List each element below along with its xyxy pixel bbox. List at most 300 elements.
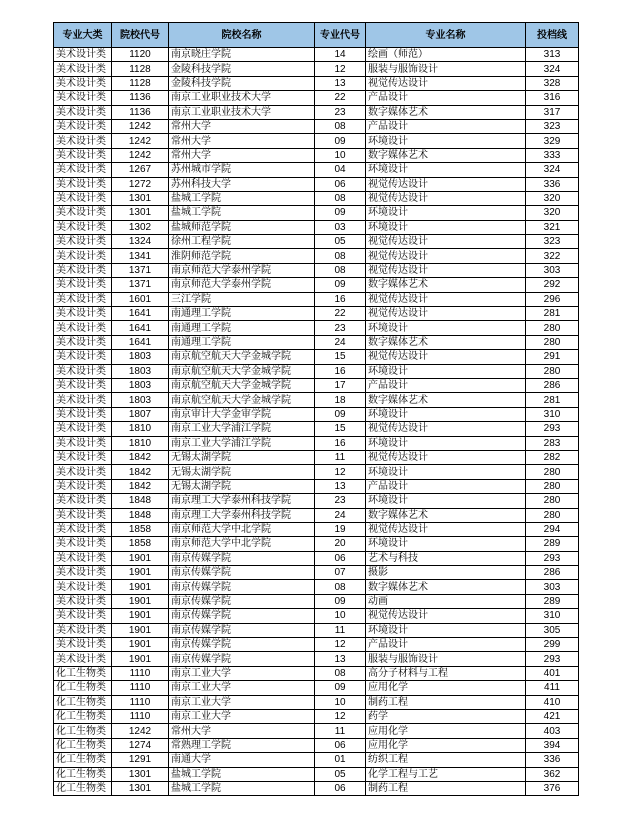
table-row bbox=[54, 465, 579, 479]
table-row bbox=[54, 623, 579, 637]
cell-major-name: 视觉传达设计 bbox=[366, 191, 526, 205]
cell-major-category: 美术设计类 bbox=[54, 580, 112, 594]
cell-major-code: 24 bbox=[315, 508, 366, 522]
cell-major-code: 06 bbox=[315, 738, 366, 752]
cell-school-code: 1272 bbox=[112, 177, 169, 191]
cell-major-category: 美术设计类 bbox=[54, 436, 112, 450]
cell-school-code: 1901 bbox=[112, 609, 169, 623]
cell-major-code: 10 bbox=[315, 609, 366, 623]
cell-major-code: 07 bbox=[315, 566, 366, 580]
cell-cutoff-score: 293 bbox=[526, 422, 579, 436]
cell-cutoff-score: 324 bbox=[526, 62, 579, 76]
cell-school-name: 南京理工大学泰州科技学院 bbox=[169, 508, 315, 522]
cell-major-code: 19 bbox=[315, 522, 366, 536]
table-row bbox=[54, 666, 579, 680]
cell-major-code: 09 bbox=[315, 278, 366, 292]
cell-major-code: 16 bbox=[315, 364, 366, 378]
cell-major-code: 11 bbox=[315, 724, 366, 738]
table-row bbox=[54, 105, 579, 119]
cell-school-code: 1301 bbox=[112, 206, 169, 220]
table-row bbox=[54, 191, 579, 205]
cell-major-name: 化学工程与工艺 bbox=[366, 767, 526, 781]
cell-school-code: 1810 bbox=[112, 436, 169, 450]
cell-major-name: 服装与服饰设计 bbox=[366, 62, 526, 76]
cell-cutoff-score: 313 bbox=[526, 48, 579, 62]
cell-major-code: 09 bbox=[315, 206, 366, 220]
cell-cutoff-score: 324 bbox=[526, 163, 579, 177]
table-row bbox=[54, 450, 579, 464]
header-major-category: 专业大类 bbox=[54, 23, 112, 48]
cell-major-name: 数字媒体艺术 bbox=[366, 508, 526, 522]
cell-school-name: 南京工业大学 bbox=[169, 695, 315, 709]
table-row bbox=[54, 594, 579, 608]
cell-major-category: 美术设计类 bbox=[54, 278, 112, 292]
cell-school-code: 1803 bbox=[112, 350, 169, 364]
cell-school-name: 常州大学 bbox=[169, 119, 315, 133]
cell-cutoff-score: 323 bbox=[526, 119, 579, 133]
cell-school-name: 南京工业职业技术大学 bbox=[169, 91, 315, 105]
cell-major-category: 美术设计类 bbox=[54, 206, 112, 220]
cell-school-code: 1901 bbox=[112, 652, 169, 666]
cell-school-name: 南京工业大学浦江学院 bbox=[169, 436, 315, 450]
cell-school-code: 1341 bbox=[112, 249, 169, 263]
cell-cutoff-score: 283 bbox=[526, 436, 579, 450]
cell-school-code: 1110 bbox=[112, 681, 169, 695]
cell-school-code: 1901 bbox=[112, 580, 169, 594]
cell-major-category: 美术设计类 bbox=[54, 594, 112, 608]
cell-major-name: 数字媒体艺术 bbox=[366, 105, 526, 119]
cell-major-code: 11 bbox=[315, 450, 366, 464]
cell-major-name: 环境设计 bbox=[366, 206, 526, 220]
cell-major-code: 13 bbox=[315, 479, 366, 493]
cell-school-name: 南京晓庄学院 bbox=[169, 48, 315, 62]
cell-cutoff-score: 280 bbox=[526, 335, 579, 349]
cell-cutoff-score: 280 bbox=[526, 479, 579, 493]
cell-major-name: 环境设计 bbox=[366, 465, 526, 479]
cell-major-code: 22 bbox=[315, 307, 366, 321]
cell-school-name: 南京传媒学院 bbox=[169, 551, 315, 565]
cell-school-name: 南京传媒学院 bbox=[169, 623, 315, 637]
cell-cutoff-score: 296 bbox=[526, 292, 579, 306]
cell-major-code: 12 bbox=[315, 62, 366, 76]
table-row bbox=[54, 48, 579, 62]
cell-school-name: 常州大学 bbox=[169, 148, 315, 162]
cell-school-name: 南京理工大学泰州科技学院 bbox=[169, 494, 315, 508]
cell-school-code: 1324 bbox=[112, 235, 169, 249]
cell-major-code: 18 bbox=[315, 393, 366, 407]
cell-cutoff-score: 293 bbox=[526, 652, 579, 666]
cell-school-name: 无锡太湖学院 bbox=[169, 465, 315, 479]
cell-major-name: 视觉传达设计 bbox=[366, 307, 526, 321]
cell-major-name: 视觉传达设计 bbox=[366, 450, 526, 464]
cell-major-code: 01 bbox=[315, 753, 366, 767]
cell-school-name: 金陵科技学院 bbox=[169, 76, 315, 90]
cell-school-code: 1301 bbox=[112, 191, 169, 205]
cell-school-code: 1901 bbox=[112, 594, 169, 608]
cell-major-code: 16 bbox=[315, 292, 366, 306]
cell-major-code: 09 bbox=[315, 681, 366, 695]
cell-school-code: 1803 bbox=[112, 364, 169, 378]
cell-cutoff-score: 336 bbox=[526, 753, 579, 767]
cell-major-category: 美术设计类 bbox=[54, 62, 112, 76]
table-row bbox=[54, 292, 579, 306]
cell-school-code: 1901 bbox=[112, 566, 169, 580]
cell-school-code: 1242 bbox=[112, 119, 169, 133]
cell-major-name: 纺织工程 bbox=[366, 753, 526, 767]
cell-cutoff-score: 303 bbox=[526, 580, 579, 594]
cell-major-category: 美术设计类 bbox=[54, 191, 112, 205]
cell-major-name: 产品设计 bbox=[366, 638, 526, 652]
cell-major-name: 环境设计 bbox=[366, 321, 526, 335]
table-row bbox=[54, 652, 579, 666]
cell-major-code: 13 bbox=[315, 652, 366, 666]
cell-major-name: 应用化学 bbox=[366, 738, 526, 752]
cell-major-name: 服装与服饰设计 bbox=[366, 652, 526, 666]
table-row bbox=[54, 479, 579, 493]
cell-school-code: 1901 bbox=[112, 551, 169, 565]
cell-school-name: 南京师范大学中北学院 bbox=[169, 537, 315, 551]
cell-major-name: 环境设计 bbox=[366, 163, 526, 177]
table-row bbox=[54, 753, 579, 767]
cell-school-name: 南京航空航天大学金城学院 bbox=[169, 350, 315, 364]
table-row bbox=[54, 609, 579, 623]
cell-school-code: 1842 bbox=[112, 479, 169, 493]
cell-major-name: 环境设计 bbox=[366, 436, 526, 450]
cell-cutoff-score: 394 bbox=[526, 738, 579, 752]
cell-cutoff-score: 310 bbox=[526, 407, 579, 421]
cell-major-category: 美术设计类 bbox=[54, 350, 112, 364]
cell-school-code: 1242 bbox=[112, 724, 169, 738]
cell-major-code: 24 bbox=[315, 335, 366, 349]
cell-major-category: 美术设计类 bbox=[54, 638, 112, 652]
cell-major-category: 化工生物类 bbox=[54, 724, 112, 738]
cell-school-name: 盐城工学院 bbox=[169, 781, 315, 795]
header-school-name: 院校名称 bbox=[169, 23, 315, 48]
cell-school-name: 南京传媒学院 bbox=[169, 609, 315, 623]
cell-school-name: 南京传媒学院 bbox=[169, 580, 315, 594]
cell-major-name: 产品设计 bbox=[366, 91, 526, 105]
cell-cutoff-score: 289 bbox=[526, 594, 579, 608]
cell-major-code: 09 bbox=[315, 407, 366, 421]
cell-school-code: 1858 bbox=[112, 537, 169, 551]
cell-school-name: 南京传媒学院 bbox=[169, 638, 315, 652]
cell-school-name: 南通理工学院 bbox=[169, 335, 315, 349]
cell-cutoff-score: 305 bbox=[526, 623, 579, 637]
cell-cutoff-score: 294 bbox=[526, 522, 579, 536]
cell-school-name: 南京传媒学院 bbox=[169, 594, 315, 608]
cell-school-name: 淮阴师范学院 bbox=[169, 249, 315, 263]
cell-cutoff-score: 282 bbox=[526, 450, 579, 464]
cell-cutoff-score: 411 bbox=[526, 681, 579, 695]
cell-major-code: 10 bbox=[315, 695, 366, 709]
cell-school-name: 常州大学 bbox=[169, 724, 315, 738]
cell-school-code: 1810 bbox=[112, 422, 169, 436]
table-row bbox=[54, 134, 579, 148]
cell-major-code: 08 bbox=[315, 666, 366, 680]
cell-cutoff-score: 320 bbox=[526, 206, 579, 220]
table-row bbox=[54, 307, 579, 321]
table-row bbox=[54, 422, 579, 436]
cell-school-code: 1807 bbox=[112, 407, 169, 421]
cell-major-category: 美术设计类 bbox=[54, 537, 112, 551]
cell-school-code: 1371 bbox=[112, 278, 169, 292]
cell-school-name: 盐城师范学院 bbox=[169, 220, 315, 234]
cell-school-code: 1242 bbox=[112, 134, 169, 148]
cell-major-name: 视觉传达设计 bbox=[366, 609, 526, 623]
cell-major-code: 12 bbox=[315, 638, 366, 652]
table-row bbox=[54, 767, 579, 781]
table-row bbox=[54, 249, 579, 263]
cell-major-code: 23 bbox=[315, 105, 366, 119]
cell-major-code: 03 bbox=[315, 220, 366, 234]
cell-major-category: 化工生物类 bbox=[54, 681, 112, 695]
cell-major-code: 09 bbox=[315, 594, 366, 608]
cell-major-category: 美术设计类 bbox=[54, 235, 112, 249]
cell-school-name: 南京工业大学 bbox=[169, 666, 315, 680]
cell-major-category: 美术设计类 bbox=[54, 566, 112, 580]
cell-major-code: 20 bbox=[315, 537, 366, 551]
cell-major-name: 绘画（师范） bbox=[366, 48, 526, 62]
cell-cutoff-score: 317 bbox=[526, 105, 579, 119]
cell-major-name: 制药工程 bbox=[366, 781, 526, 795]
cell-cutoff-score: 322 bbox=[526, 249, 579, 263]
table-body bbox=[54, 48, 579, 796]
cell-cutoff-score: 292 bbox=[526, 278, 579, 292]
cell-school-code: 1302 bbox=[112, 220, 169, 234]
cell-major-name: 产品设计 bbox=[366, 119, 526, 133]
cell-school-code: 1136 bbox=[112, 91, 169, 105]
cell-major-name: 数字媒体艺术 bbox=[366, 335, 526, 349]
cell-school-code: 1274 bbox=[112, 738, 169, 752]
table-row bbox=[54, 177, 579, 191]
table-row bbox=[54, 163, 579, 177]
cell-school-name: 南京审计大学金审学院 bbox=[169, 407, 315, 421]
cell-major-code: 05 bbox=[315, 235, 366, 249]
cell-school-name: 常州大学 bbox=[169, 134, 315, 148]
cell-school-name: 南京传媒学院 bbox=[169, 652, 315, 666]
cell-school-code: 1601 bbox=[112, 292, 169, 306]
cell-major-category: 美术设计类 bbox=[54, 91, 112, 105]
cell-cutoff-score: 336 bbox=[526, 177, 579, 191]
cell-major-category: 美术设计类 bbox=[54, 105, 112, 119]
cell-school-code: 1901 bbox=[112, 638, 169, 652]
cell-school-name: 南京工业大学 bbox=[169, 709, 315, 723]
cell-school-code: 1242 bbox=[112, 148, 169, 162]
cell-major-code: 12 bbox=[315, 465, 366, 479]
cell-major-code: 12 bbox=[315, 709, 366, 723]
cell-major-name: 产品设计 bbox=[366, 479, 526, 493]
cell-school-name: 南通理工学院 bbox=[169, 307, 315, 321]
cell-school-name: 盐城工学院 bbox=[169, 191, 315, 205]
cell-school-code: 1301 bbox=[112, 781, 169, 795]
table-row bbox=[54, 551, 579, 565]
cell-school-name: 南京师范大学泰州学院 bbox=[169, 278, 315, 292]
cell-major-category: 美术设计类 bbox=[54, 119, 112, 133]
cell-major-category: 化工生物类 bbox=[54, 767, 112, 781]
cell-major-name: 视觉传达设计 bbox=[366, 177, 526, 191]
table-row bbox=[54, 148, 579, 162]
cell-school-code: 1136 bbox=[112, 105, 169, 119]
cell-major-category: 美术设计类 bbox=[54, 321, 112, 335]
table-row bbox=[54, 781, 579, 795]
cell-major-name: 艺术与科技 bbox=[366, 551, 526, 565]
cell-major-name: 制药工程 bbox=[366, 695, 526, 709]
cell-school-name: 无锡太湖学院 bbox=[169, 450, 315, 464]
cell-major-code: 05 bbox=[315, 767, 366, 781]
cell-cutoff-score: 281 bbox=[526, 393, 579, 407]
cell-major-code: 04 bbox=[315, 163, 366, 177]
cell-major-category: 美术设计类 bbox=[54, 551, 112, 565]
cell-major-name: 视觉传达设计 bbox=[366, 292, 526, 306]
cell-school-code: 1301 bbox=[112, 767, 169, 781]
cell-school-name: 南京师范大学泰州学院 bbox=[169, 263, 315, 277]
cell-major-name: 数字媒体艺术 bbox=[366, 580, 526, 594]
cell-school-name: 南京工业大学 bbox=[169, 681, 315, 695]
cell-major-name: 环境设计 bbox=[366, 407, 526, 421]
table-row bbox=[54, 580, 579, 594]
table-row bbox=[54, 724, 579, 738]
cell-major-category: 美术设计类 bbox=[54, 407, 112, 421]
cell-major-code: 14 bbox=[315, 48, 366, 62]
cell-school-code: 1641 bbox=[112, 321, 169, 335]
cell-cutoff-score: 421 bbox=[526, 709, 579, 723]
table-row bbox=[54, 393, 579, 407]
cell-major-category: 美术设计类 bbox=[54, 609, 112, 623]
cell-school-code: 1803 bbox=[112, 393, 169, 407]
cell-cutoff-score: 303 bbox=[526, 263, 579, 277]
cell-cutoff-score: 280 bbox=[526, 465, 579, 479]
cell-major-name: 产品设计 bbox=[366, 378, 526, 392]
cell-major-name: 视觉传达设计 bbox=[366, 263, 526, 277]
table-row bbox=[54, 738, 579, 752]
cell-major-name: 环境设计 bbox=[366, 623, 526, 637]
cell-major-category: 美术设计类 bbox=[54, 249, 112, 263]
cell-major-code: 06 bbox=[315, 177, 366, 191]
cell-major-name: 视觉传达设计 bbox=[366, 422, 526, 436]
table-row bbox=[54, 436, 579, 450]
cell-school-code: 1901 bbox=[112, 623, 169, 637]
cell-cutoff-score: 293 bbox=[526, 551, 579, 565]
cell-major-category: 美术设计类 bbox=[54, 220, 112, 234]
cell-major-name: 视觉传达设计 bbox=[366, 235, 526, 249]
cell-cutoff-score: 280 bbox=[526, 321, 579, 335]
cell-school-name: 南京工业职业技术大学 bbox=[169, 105, 315, 119]
cell-major-category: 美术设计类 bbox=[54, 378, 112, 392]
table-row bbox=[54, 537, 579, 551]
cell-cutoff-score: 289 bbox=[526, 537, 579, 551]
table-row bbox=[54, 335, 579, 349]
cell-cutoff-score: 410 bbox=[526, 695, 579, 709]
cell-major-name: 视觉传达设计 bbox=[366, 522, 526, 536]
cell-cutoff-score: 310 bbox=[526, 609, 579, 623]
table-row bbox=[54, 62, 579, 76]
cell-major-category: 美术设计类 bbox=[54, 292, 112, 306]
cell-major-code: 15 bbox=[315, 350, 366, 364]
cell-major-category: 化工生物类 bbox=[54, 695, 112, 709]
cell-major-category: 美术设计类 bbox=[54, 465, 112, 479]
table-row bbox=[54, 278, 579, 292]
cell-major-category: 美术设计类 bbox=[54, 522, 112, 536]
cell-major-category: 美术设计类 bbox=[54, 479, 112, 493]
cell-major-code: 17 bbox=[315, 378, 366, 392]
cell-major-code: 08 bbox=[315, 119, 366, 133]
cell-major-category: 美术设计类 bbox=[54, 48, 112, 62]
cell-major-category: 美术设计类 bbox=[54, 652, 112, 666]
cell-cutoff-score: 281 bbox=[526, 307, 579, 321]
cell-school-name: 南京航空航天大学金城学院 bbox=[169, 364, 315, 378]
cell-cutoff-score: 328 bbox=[526, 76, 579, 90]
table-row bbox=[54, 263, 579, 277]
cell-major-code: 13 bbox=[315, 76, 366, 90]
cell-school-code: 1803 bbox=[112, 378, 169, 392]
cell-major-category: 美术设计类 bbox=[54, 623, 112, 637]
cell-school-code: 1641 bbox=[112, 307, 169, 321]
table-row bbox=[54, 364, 579, 378]
cell-major-category: 化工生物类 bbox=[54, 738, 112, 752]
table-row bbox=[54, 76, 579, 90]
cell-major-name: 应用化学 bbox=[366, 681, 526, 695]
cell-school-code: 1110 bbox=[112, 666, 169, 680]
cell-major-name: 应用化学 bbox=[366, 724, 526, 738]
cell-school-name: 南京工业大学浦江学院 bbox=[169, 422, 315, 436]
cell-cutoff-score: 333 bbox=[526, 148, 579, 162]
cell-major-name: 数字媒体艺术 bbox=[366, 148, 526, 162]
cell-school-code: 1371 bbox=[112, 263, 169, 277]
header-cutoff-score: 投档线 bbox=[526, 23, 579, 48]
table-row bbox=[54, 321, 579, 335]
cell-major-category: 美术设计类 bbox=[54, 450, 112, 464]
cell-major-name: 环境设计 bbox=[366, 134, 526, 148]
cell-school-name: 金陵科技学院 bbox=[169, 62, 315, 76]
cell-major-code: 08 bbox=[315, 191, 366, 205]
cell-school-name: 苏州城市学院 bbox=[169, 163, 315, 177]
cell-school-code: 1110 bbox=[112, 695, 169, 709]
cell-major-category: 化工生物类 bbox=[54, 709, 112, 723]
cell-cutoff-score: 299 bbox=[526, 638, 579, 652]
cell-major-name: 环境设计 bbox=[366, 364, 526, 378]
cell-major-category: 化工生物类 bbox=[54, 666, 112, 680]
table-row bbox=[54, 407, 579, 421]
cell-school-code: 1848 bbox=[112, 508, 169, 522]
table-row bbox=[54, 709, 579, 723]
cell-major-code: 16 bbox=[315, 436, 366, 450]
cell-major-category: 美术设计类 bbox=[54, 307, 112, 321]
cell-major-name: 环境设计 bbox=[366, 537, 526, 551]
cell-school-code: 1120 bbox=[112, 48, 169, 62]
cell-major-category: 美术设计类 bbox=[54, 364, 112, 378]
table-row bbox=[54, 522, 579, 536]
admission-score-table bbox=[53, 22, 579, 796]
cell-major-category: 美术设计类 bbox=[54, 134, 112, 148]
cell-major-code: 15 bbox=[315, 422, 366, 436]
cell-cutoff-score: 323 bbox=[526, 235, 579, 249]
cell-major-code: 09 bbox=[315, 134, 366, 148]
cell-major-code: 11 bbox=[315, 623, 366, 637]
cell-school-name: 南通大学 bbox=[169, 753, 315, 767]
table-row bbox=[54, 119, 579, 133]
cell-school-code: 1267 bbox=[112, 163, 169, 177]
cell-school-name: 南京航空航天大学金城学院 bbox=[169, 378, 315, 392]
table-row bbox=[54, 350, 579, 364]
cell-major-category: 美术设计类 bbox=[54, 393, 112, 407]
cell-major-code: 23 bbox=[315, 494, 366, 508]
header-school-code: 院校代号 bbox=[112, 23, 169, 48]
cell-major-category: 美术设计类 bbox=[54, 494, 112, 508]
cell-cutoff-score: 329 bbox=[526, 134, 579, 148]
cell-school-name: 盐城工学院 bbox=[169, 206, 315, 220]
cell-major-code: 06 bbox=[315, 781, 366, 795]
cell-major-name: 高分子材料与工程 bbox=[366, 666, 526, 680]
